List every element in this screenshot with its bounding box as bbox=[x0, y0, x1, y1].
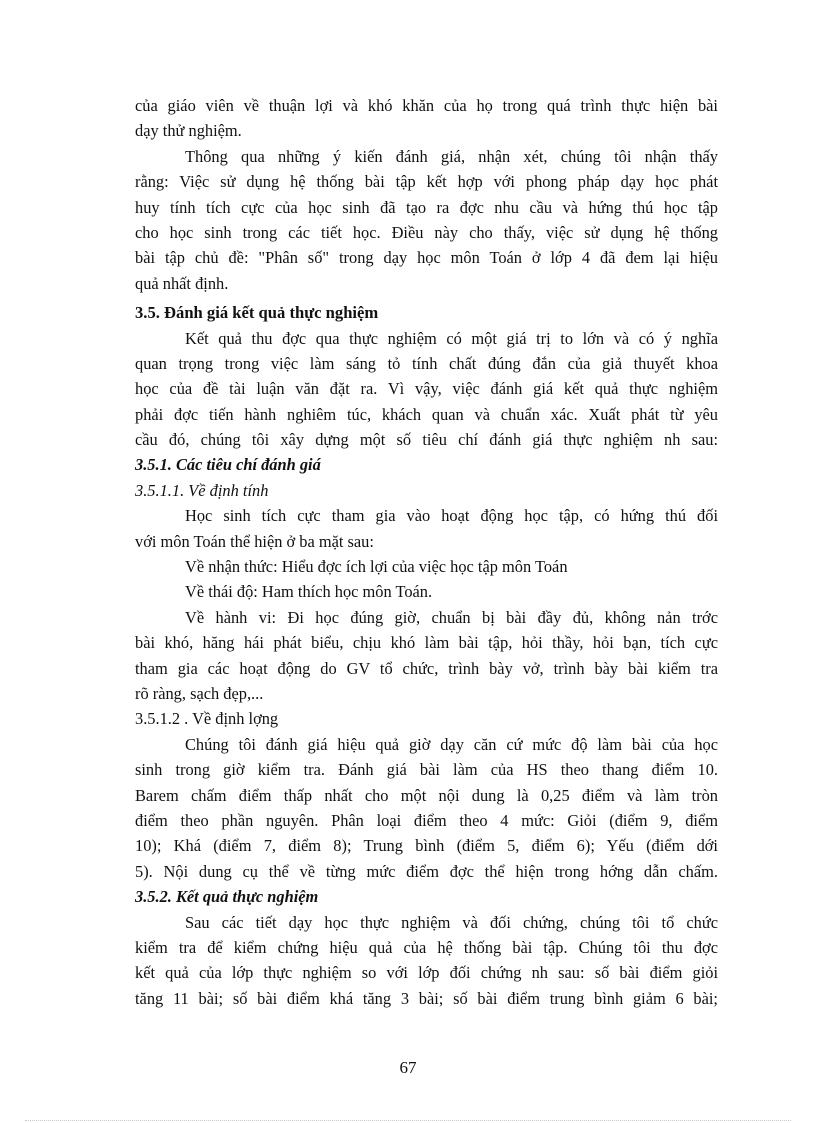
text-line: cầu đó, chúng tôi xây dựng một số tiêu chí đánh giá thực nghiệm nh sau: bbox=[135, 430, 718, 450]
subsubsection-heading: 3.5.1.1. Về định tính bbox=[135, 480, 269, 500]
text-line: 5). Nội dung cụ thể về từng mức điểm đợc thể hiện trong hớng dẫn chấm. bbox=[135, 861, 718, 881]
text-line: Về thái độ: Ham thích học môn Toán. bbox=[185, 582, 433, 602]
text-line: Thông qua những ý kiến đánh giá, nhận xét, chúng tôi nhận thấy bbox=[185, 146, 718, 166]
text-line: Học sinh tích cực tham gia vào hoạt động học tập, có hứng thú đối bbox=[185, 506, 718, 526]
text-line: tham gia các hoạt động do GV tổ chức, trình bày vở, trình bày bài kiểm tra bbox=[135, 658, 718, 678]
text-line: quả nhất định. bbox=[135, 273, 229, 293]
text-line: điểm theo phần nguyên. Phân loại điểm theo 4 mức: Giỏi (điểm 9, điểm bbox=[135, 810, 718, 830]
section-heading: 3.5. Đánh giá kết quả thực nghiệm bbox=[135, 303, 379, 323]
subsubsection-heading: 3.5.1.2 . Về định lợng bbox=[135, 709, 279, 729]
text-line: bài khó, hăng hái phát biểu, chịu khó làm bài tập, hỏi thầy, hỏi bạn, tích cực bbox=[135, 633, 718, 653]
subsection-heading: 3.5.2. Kết quả thực nghiệm bbox=[135, 887, 319, 907]
document-page bbox=[135, 93, 718, 1011]
text-line: Kết quả thu đợc qua thực nghiệm có một giá trị to lớn và có ý nghĩa bbox=[185, 328, 718, 348]
text-line: kiểm tra để kiểm chứng hiệu quả của hệ thống bài tập. Chúng tôi thu đợc bbox=[135, 937, 718, 957]
text-line: của giáo viên về thuận lợi và khó khăn của họ trong quá trình thực hiện bài bbox=[135, 96, 718, 115]
text-line: cho học sinh trong các tiết học. Điều này cho thấy, việc sử dụng hệ thống bbox=[135, 222, 718, 242]
text-line: Chúng tôi đánh giá hiệu quả giờ dạy căn cứ mức độ làm bài của học bbox=[185, 734, 718, 754]
text-line: Về hành vi: Đi học đúng giờ, chuẩn bị bài đầy đủ, không nản trớc bbox=[185, 607, 718, 627]
text-line: với môn Toán thể hiện ở ba mặt sau: bbox=[135, 531, 374, 551]
text-line: phải đợc tiến hành nghiêm túc, khách quan và chuẩn xác. Xuất phát từ yêu bbox=[135, 404, 718, 424]
text-line: tăng 11 bài; số bài điểm khá tăng 3 bài; số bài điểm trung bình giảm 6 bài; bbox=[135, 988, 718, 1008]
text-line: kết quả của lớp thực nghiệm so với lớp đối chứng nh sau: số bài điểm giỏi bbox=[135, 963, 718, 983]
text-line: huy tính tích cực của học sinh đã tạo ra đợc nhu cầu và hứng thú học tập bbox=[135, 197, 718, 217]
text-line: rằng: Việc sử dụng hệ thống bài tập kết hợp với phong pháp dạy học phát bbox=[135, 172, 718, 192]
text-line: bài tập chủ đề: "Phân số" trong dạy học môn Toán ở lớp 4 đã đem lại hiệu bbox=[135, 248, 718, 268]
text-line: Sau các tiết dạy học thực nghiệm và đối chứng, chúng tôi tổ chức bbox=[185, 912, 718, 932]
text-line: quan trọng trong việc làm sáng tỏ tính chất đúng đắn của giả thuyết khoa bbox=[135, 353, 718, 373]
text-line: học của đề tài luận văn đặt ra. Vì vậy, việc đánh giá kết quả thực nghiệm bbox=[135, 379, 718, 399]
page-bottom-divider bbox=[25, 1120, 791, 1121]
text-line: 10); Khá (điểm 7, điểm 8); Trung bình (điểm 5, điểm 6); Yếu (điểm dới bbox=[135, 836, 718, 856]
text-line: Barem chấm điểm thấp nhất cho một nội dung là 0,25 điểm và làm tròn bbox=[135, 785, 718, 805]
page-number: 67 bbox=[399, 1058, 417, 1077]
text-line: rõ ràng, sạch đẹp,... bbox=[135, 683, 264, 703]
text-line: dạy thử nghiệm. bbox=[135, 121, 242, 141]
text-line: Về nhận thức: Hiểu đợc ích lợi của việc học tập môn Toán bbox=[185, 557, 568, 577]
subsection-heading: 3.5.1. Các tiêu chí đánh giá bbox=[135, 455, 321, 475]
text-line: sinh trong giờ kiểm tra. Đánh giá bài làm của HS theo thang điểm 10. bbox=[135, 760, 718, 780]
